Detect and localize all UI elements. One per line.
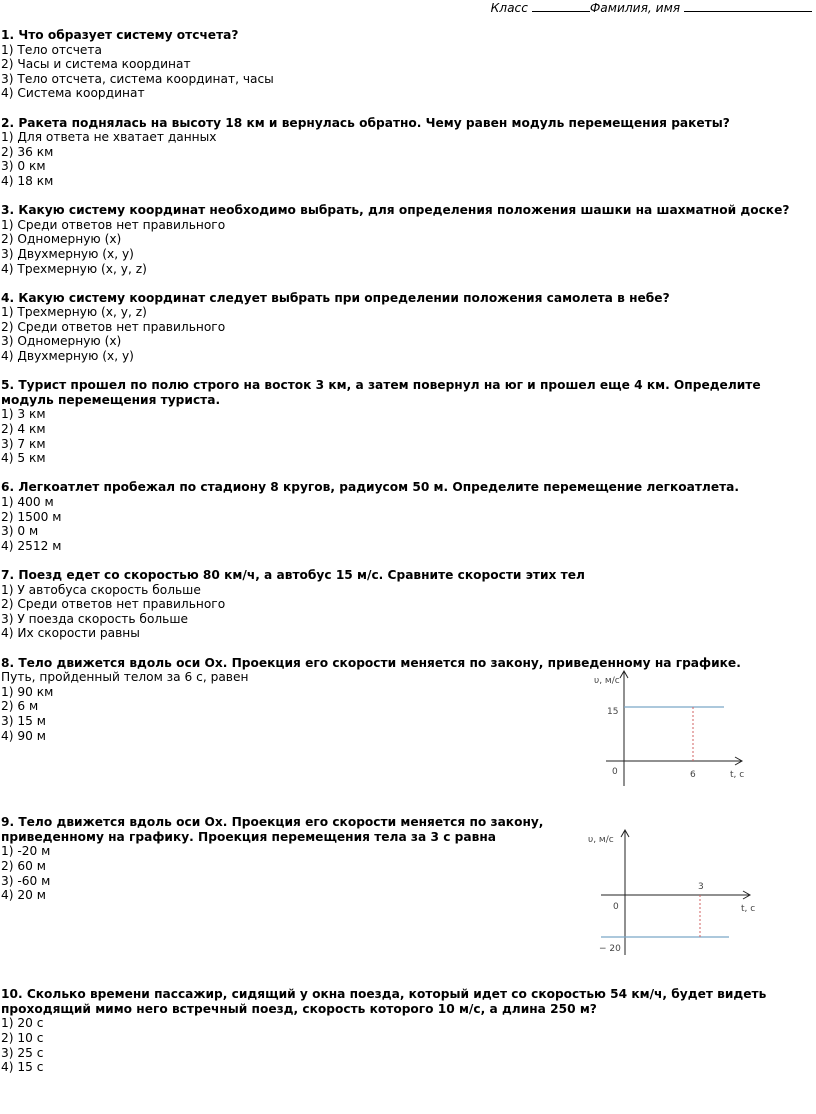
answer-option[interactable]: 1) Для ответа не хватает данных (1, 130, 217, 145)
class-blank[interactable] (532, 1, 590, 12)
answer-option[interactable]: 1) У автобуса скорость больше (1, 582, 201, 597)
answer-option[interactable]: 2) 1500 м (1, 509, 62, 524)
question-8 (1, 656, 813, 801)
answer-option[interactable]: 1) Тело отсчета (1, 42, 102, 57)
question-6 (1, 480, 813, 553)
answer-option[interactable]: 3) У поезда скорость больше (1, 611, 189, 626)
origin-label: 0 (613, 902, 619, 913)
answer-option[interactable]: 2) Одномерную (x) (1, 232, 122, 247)
answer-option[interactable]: 1) -20 м (1, 844, 51, 859)
answer-option[interactable]: 3) 7 км (1, 436, 46, 451)
x-axis-label: t, c (730, 769, 745, 780)
answer-option[interactable]: 1) 20 с (1, 1016, 44, 1031)
answer-option[interactable]: 2) Среди ответов нет правильного (1, 319, 226, 334)
question-title: 8. Тело движется вдоль оси Ох. Проекция его скорости меняется по закону, приведенному на графике. (1, 655, 741, 670)
y-axis-label: υ, м/с (594, 675, 620, 686)
answer-option[interactable]: 1) 90 км (1, 684, 54, 699)
answer-option[interactable]: 3) Одномерную (x) (1, 334, 122, 349)
answer-option[interactable]: 3) Тело отсчета, система координат, часы (1, 71, 274, 86)
question-title: 2. Ракета поднялась на высоту 18 км и вернулась обратно. Чему равен модуль перемещения ракеты? (1, 115, 730, 130)
answer-option[interactable]: 2) 4 км (1, 422, 46, 437)
answer-option[interactable]: 2) 60 м (1, 858, 46, 873)
answer-option[interactable]: 4) Трехмерную (x, y, z) (1, 261, 147, 276)
answer-option[interactable]: 3) 25 с (1, 1045, 44, 1060)
answer-option[interactable]: 4) Двухмерную (x, y) (1, 349, 134, 364)
question-title: 7. Поезд едет со скоростью 80 км/ч, а автобус 15 м/с. Сравните скорости этих тел (1, 567, 585, 582)
question-title: 1. Что образует систему отсчета? (1, 28, 239, 42)
y-tick-label: 15 (607, 706, 619, 717)
question-3 (1, 203, 813, 276)
answer-option[interactable]: 4) 20 м (1, 888, 46, 903)
header (491, 1, 812, 15)
question-title: 10. Сколько времени пассажир, сидящий у окна поезда, который идет со скоростью 54 км/ч, будет видеть проходящий мимо него встречный поезд, скорость которого 10 м/с, а длина 250 м? (1, 987, 767, 1016)
answer-option[interactable]: 2) 6 м (1, 699, 39, 714)
answer-option[interactable]: 2) Часы и система координат (1, 57, 191, 72)
answer-option[interactable]: 3) Двухмерную (x, y) (1, 246, 134, 261)
question-subtitle: Путь, пройденный телом за 6 с, равен (1, 670, 249, 685)
answer-option[interactable]: 3) 0 км (1, 159, 46, 174)
class-label: Класс (490, 1, 528, 15)
question-title: 4. Какую систему координат следует выбрать при определении положения самолета в небе? (1, 290, 670, 305)
question-title: 5. Турист прошел по полю строго на восток 3 км, а затем повернул на юг и прошел еще 4 км. Определите модуль перемещения туриста. (1, 378, 761, 407)
question-1 (1, 28, 813, 101)
question-title: 9. Тело движется вдоль оси Ох. Проекция его скорости меняется по закону, приведенному на графику. Проекция перемещения тела за 3 с равна (1, 815, 544, 844)
answer-option[interactable]: 4) Система координат (1, 86, 145, 101)
answer-option[interactable]: 1) Трехмерную (x, y, z) (1, 305, 147, 320)
answer-option[interactable]: 4) 2512 м (1, 538, 62, 553)
answer-option[interactable]: 3) 0 м (1, 524, 39, 539)
answer-option[interactable]: 3) 15 м (1, 713, 46, 728)
question-2 (1, 116, 813, 189)
question-4 (1, 291, 813, 364)
x-axis-label: t, c (741, 904, 756, 915)
answer-option[interactable]: 1) Среди ответов нет правильного (1, 217, 226, 232)
answer-option[interactable]: 2) 36 км (1, 144, 54, 159)
answer-option[interactable]: 3) -60 м (1, 873, 51, 888)
y-tick-label: − 20 (599, 944, 621, 955)
origin-label: 0 (612, 766, 618, 777)
name-blank[interactable] (684, 1, 812, 12)
x-tick-label: 6 (690, 769, 696, 780)
answer-option[interactable]: 4) 90 м (1, 728, 46, 743)
question-10 (1, 987, 813, 1075)
question-title: 3. Какую систему координат необходимо выбрать, для определения положения шашки на шахматной доске? (1, 203, 790, 218)
question-9 (1, 815, 813, 955)
answer-option[interactable]: 1) 3 км (1, 407, 46, 422)
question-7 (1, 568, 813, 641)
velocity-graph-q9 (579, 827, 764, 957)
answer-option[interactable]: 2) Среди ответов нет правильного (1, 597, 226, 612)
answer-option[interactable]: 4) 18 км (1, 173, 54, 188)
answer-option[interactable]: 1) 400 м (1, 495, 54, 509)
answer-option[interactable]: 2) 10 с (1, 1030, 44, 1045)
velocity-graph-q8 (586, 668, 761, 788)
question-title: 6. Легкоатлет пробежал по стадиону 8 кругов, радиусом 50 м. Определите перемещение легкоатлета. (1, 480, 740, 495)
name-label: Фамилия, имя (589, 1, 681, 15)
answer-option[interactable]: 4) 15 с (1, 1060, 44, 1075)
y-axis-label: υ, м/с (588, 835, 614, 846)
question-5 (1, 378, 813, 466)
answer-option[interactable]: 4) Их скорости равны (1, 626, 140, 641)
answer-option[interactable]: 4) 5 км (1, 451, 46, 466)
test-content (1, 28, 813, 1089)
x-tick-label: 3 (698, 882, 704, 893)
